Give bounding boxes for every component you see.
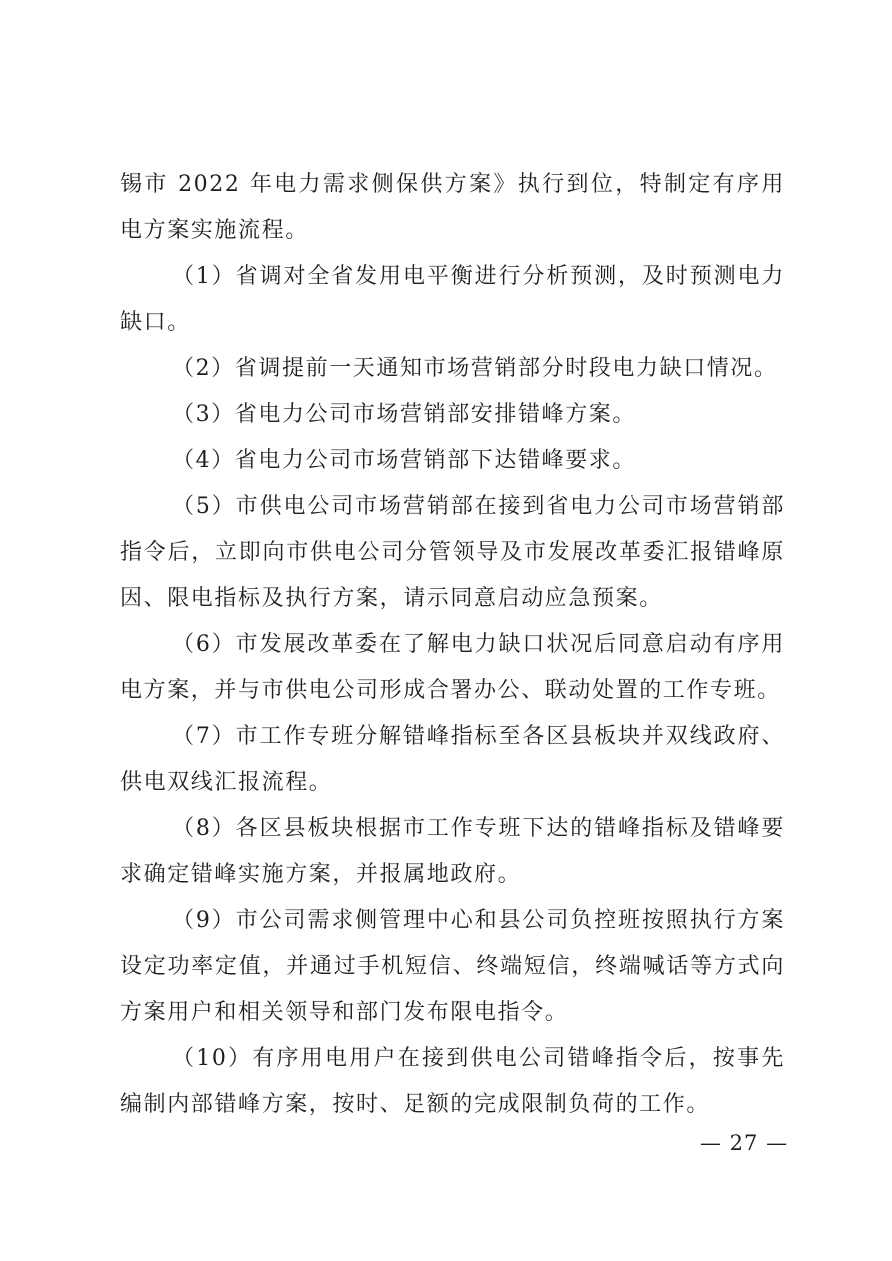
paragraph-step-6: （6）市发展改革委在了解电力缺口状况后同意启动有序用电方案，并与市供电公司形成合署办公、联动处置的工作专班。 <box>120 632 785 703</box>
paragraph-step-9: （9）市公司需求侧管理中心和县公司负控班按照执行方案设定功率定值，并通过手机短信、终端短信，终端喊话等方式向方案用户和相关领导和部门发布限电指令。 <box>120 908 785 1025</box>
paragraph-continuation: 锡市 2022 年电力需求侧保供方案》执行到位，特制定有序用电方案实施流程。 <box>120 172 785 243</box>
paragraph-step-10: （10）有序用电用户在接到供电公司错峰指令后，按事先编制内部错峰方案，按时、足额的完成限制负荷的工作。 <box>120 1046 785 1117</box>
paragraph-step-2: （2）省调提前一天通知市场营销部分时段电力缺口情况。 <box>172 356 778 381</box>
page-number: — 27 — <box>700 1131 789 1155</box>
paragraph-step-8: （8）各区县板块根据市工作专班下达的错峰指标及错峰要求确定错峰实施方案，并报属地政府。 <box>120 816 785 887</box>
paragraph-step-3: （3）省电力公司市场营销部安排错峰方案。 <box>172 402 636 427</box>
paragraph-step-5: （5）市供电公司市场营销部在接到省电力公司市场营销部指令后，立即向市供电公司分管领导及市发展改革委汇报错峰原因、限电指标及执行方案，请示同意启动应急预案。 <box>120 494 785 611</box>
body-text <box>120 162 785 1128</box>
paragraph-step-4: （4）省电力公司市场营销部下达错峰要求。 <box>172 448 636 473</box>
paragraph-step-1: （1）省调对全省发用电平衡进行分析预测，及时预测电力缺口。 <box>120 264 785 335</box>
paragraph-step-7: （7）市工作专班分解错峰指标至各区县板块并双线政府、供电双线汇报流程。 <box>120 724 785 795</box>
